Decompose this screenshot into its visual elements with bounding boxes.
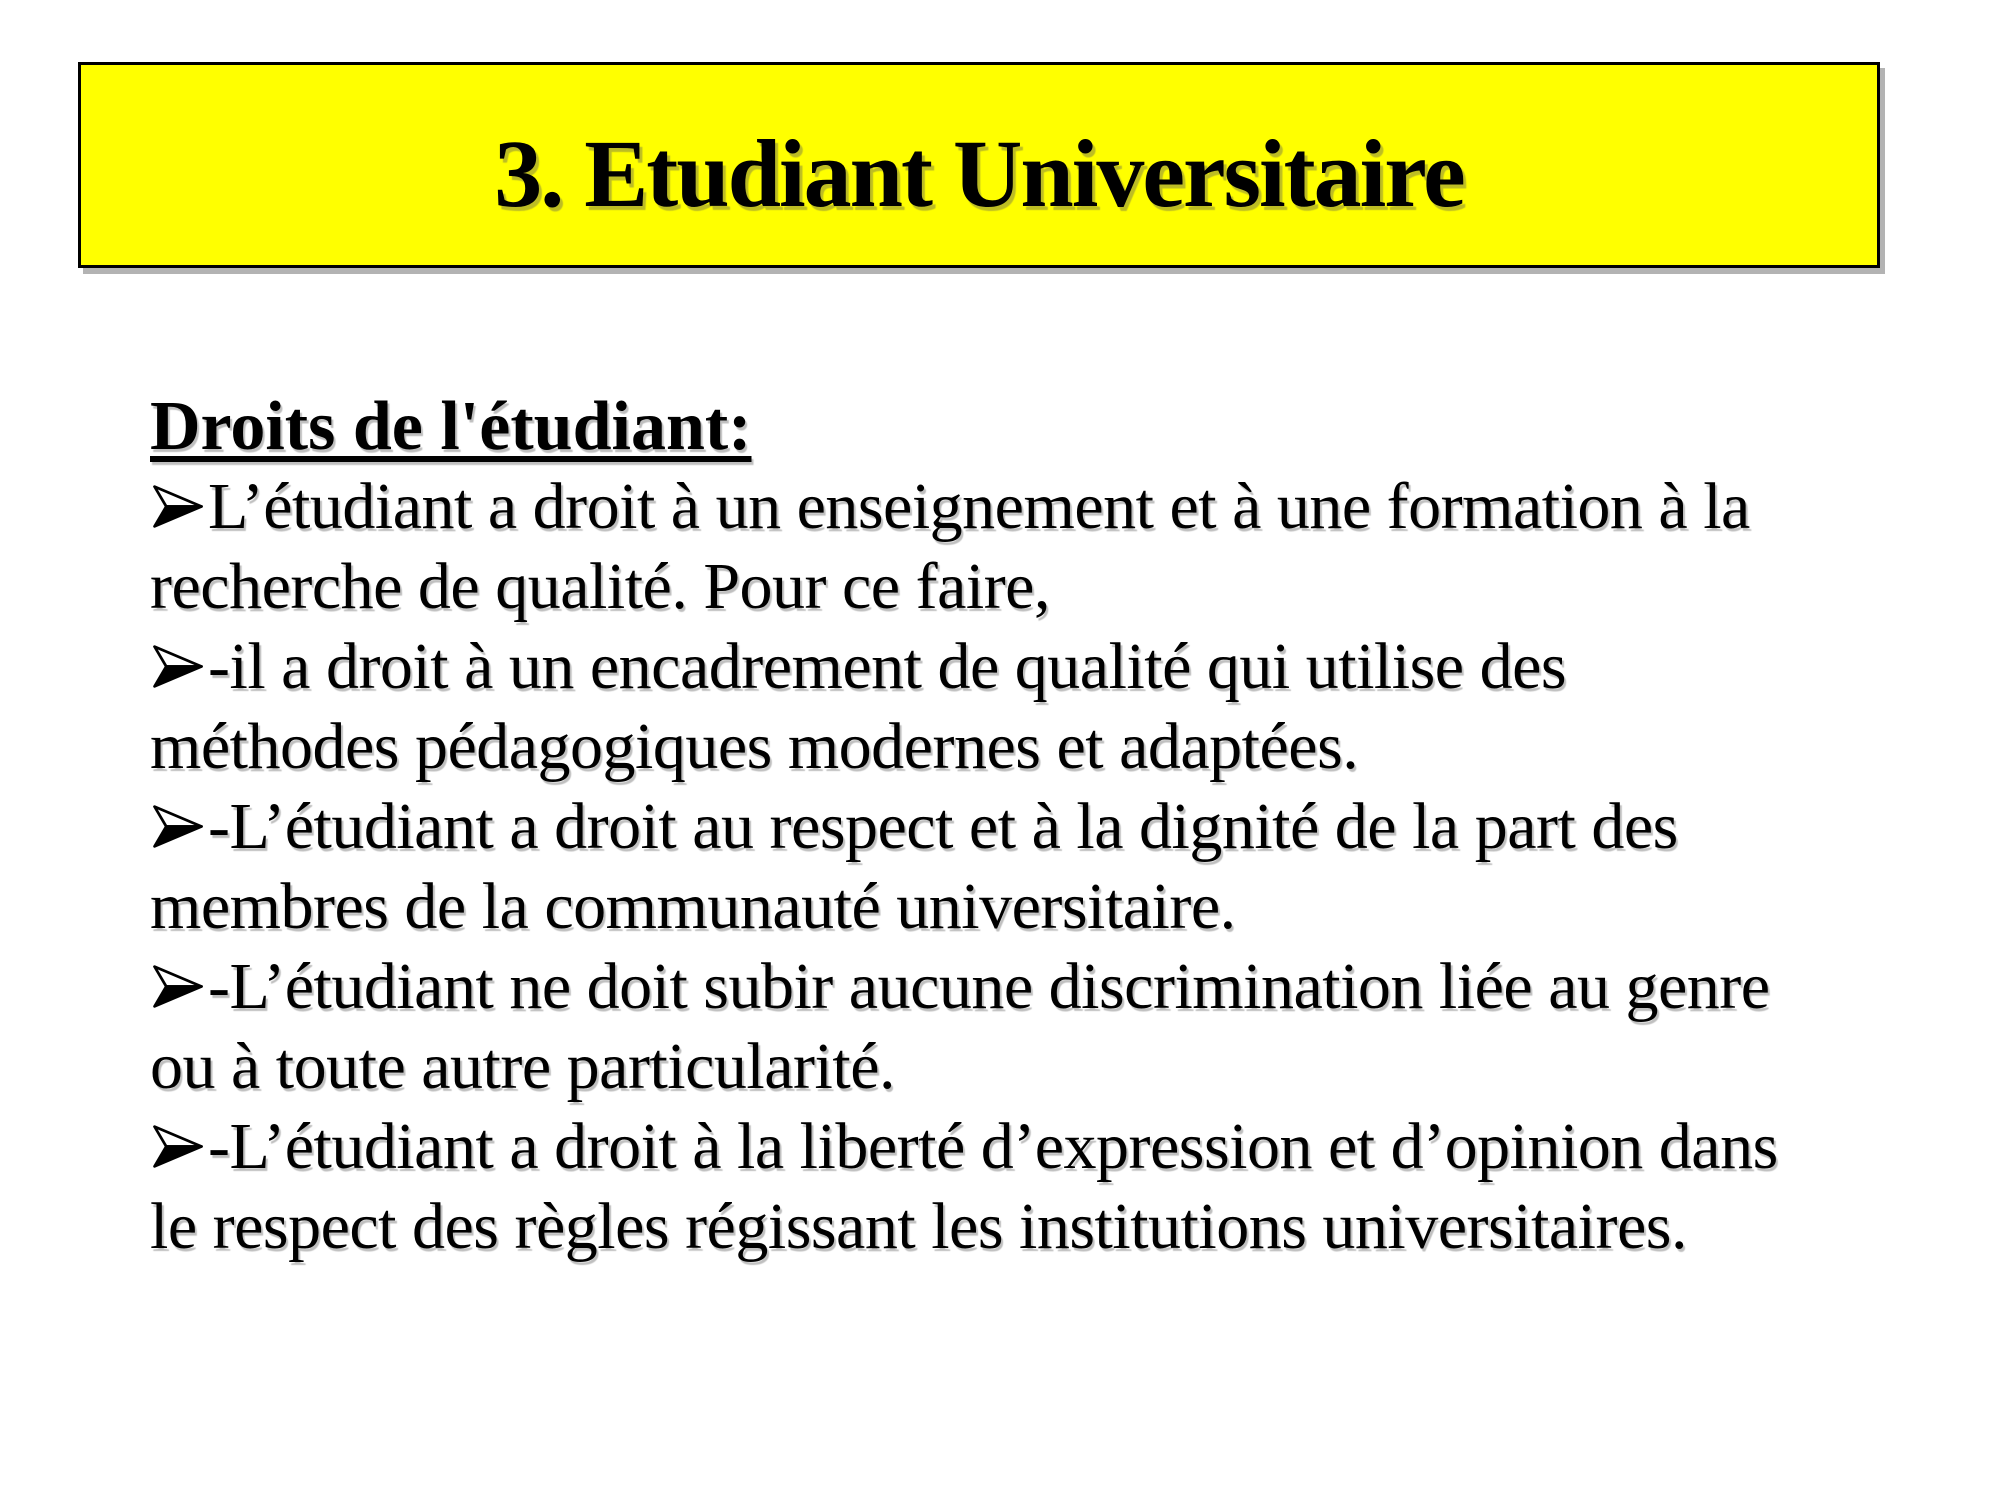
arrow-bullet-icon <box>150 963 206 1010</box>
slide-title: 3. Etudiant Universitaire <box>494 119 1464 227</box>
line-text: ou à toute autre particularité. <box>150 1030 895 1103</box>
line-text: -L’étudiant a droit au respect et à la dignité de la part des <box>208 790 1678 863</box>
line-text: recherche de qualité. Pour ce faire, <box>150 550 1050 623</box>
bullet-line <box>150 787 1778 867</box>
continuation-line <box>150 547 1778 627</box>
bullet-line <box>150 627 1778 707</box>
continuation-line <box>150 1187 1778 1267</box>
section-heading: Droits de l'étudiant: <box>150 388 752 465</box>
line-text: le respect des règles régissant les institutions universitaires. <box>150 1190 1687 1263</box>
arrow-bullet-icon <box>150 803 206 850</box>
continuation-line <box>150 1027 1778 1107</box>
continuation-line <box>150 867 1778 947</box>
line-text: L’étudiant a droit à un enseignement et à une formation à la <box>208 470 1750 543</box>
bullet-line <box>150 947 1778 1027</box>
line-text: membres de la communauté universitaire. <box>150 870 1236 943</box>
line-text: -il a droit à un encadrement de qualité qui utilise des <box>208 630 1567 703</box>
line-text: -L’étudiant a droit à la liberté d’expression et d’opinion dans <box>208 1110 1778 1183</box>
bullet-line <box>150 467 1778 547</box>
continuation-line <box>150 707 1778 787</box>
arrow-bullet-icon <box>150 483 206 530</box>
bullet-line <box>150 1107 1778 1187</box>
arrow-bullet-icon <box>150 643 206 690</box>
line-text: méthodes pédagogiques modernes et adaptées. <box>150 710 1359 783</box>
title-banner <box>78 62 1880 268</box>
line-text: -L’étudiant ne doit subir aucune discrimination liée au genre <box>208 950 1770 1023</box>
body-text-block <box>150 387 1778 1267</box>
arrow-bullet-icon <box>150 1123 206 1170</box>
